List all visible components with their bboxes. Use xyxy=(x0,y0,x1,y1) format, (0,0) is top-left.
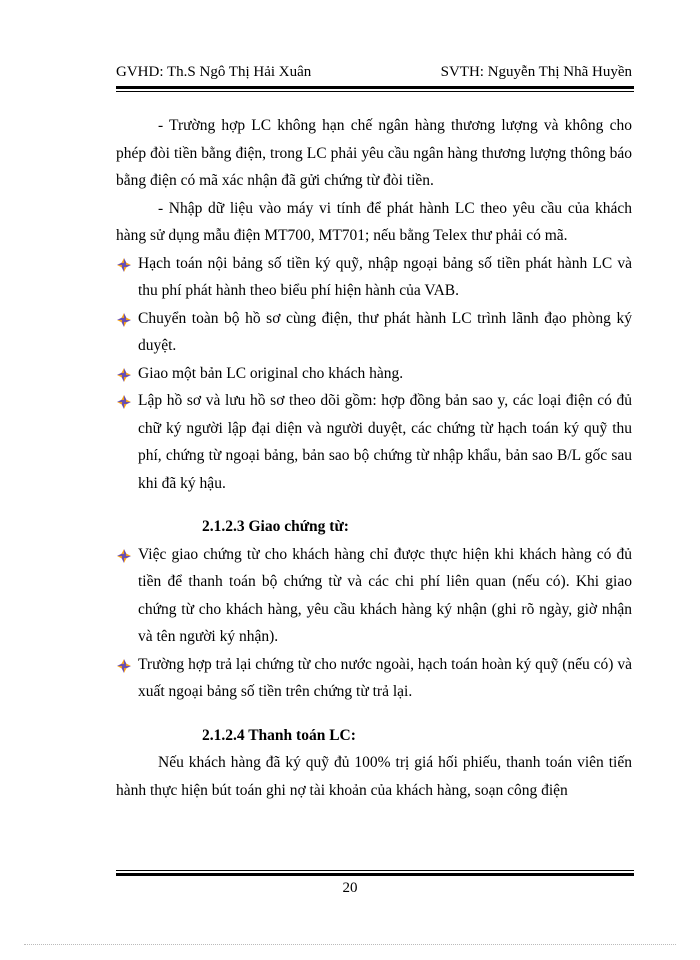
list-item xyxy=(116,541,632,651)
footer-rule-thick xyxy=(116,873,634,876)
document-body xyxy=(116,112,632,804)
list-item xyxy=(116,250,632,305)
list-item xyxy=(116,305,632,360)
list-item xyxy=(116,360,632,388)
section-heading: 2.1.2.4 Thanh toán LC: xyxy=(202,726,356,744)
list-item-text: Chuyển toàn bộ hồ sơ cùng điện, thư phát hành LC trình lãnh đạo phòng ký duyệt. xyxy=(138,309,632,354)
footer-rule-thin xyxy=(116,870,634,871)
header-student: SVTH: Nguyễn Thị Nhã Huyền xyxy=(440,64,632,80)
header-supervisor: GVHD: Th.S Ngô Thị Hải Xuân xyxy=(116,64,312,80)
header-rule-thick xyxy=(116,86,634,89)
list-item-text: Việc giao chứng từ cho khách hàng chỉ được thực hiện khi khách hàng có đủ tiền để thanh toán bộ chứng từ và các chi phí liên quan (nếu có). Khi giao chứng từ cho khách hàng, yêu cầu khách hàng ký nhận (ghi rõ ngày, giờ nhận và tên người ký nhận). xyxy=(138,545,632,645)
compass-bullet-icon xyxy=(116,394,132,410)
list-item-text: Giao một bản LC original cho khách hàng. xyxy=(138,364,404,382)
paragraph: Nếu khách hàng đã ký quỹ đủ 100% trị giá hối phiếu, thanh toán viên tiến hành thực hiện bút toán ghi nợ tài khoản của khách hàng, soạn công điện xyxy=(116,754,632,799)
paragraph: - Trường hợp LC không hạn chế ngân hàng thương lượng và không cho phép đòi tiền bằng điện, trong LC phải yêu cầu ngân hàng thương lượng thông báo bằng điện có mã xác nhận đã gửi chứng từ đòi tiền. xyxy=(116,117,632,189)
compass-bullet-icon xyxy=(116,312,132,328)
header-rule-thin xyxy=(116,91,634,92)
list-item-text: Trường hợp trả lại chứng từ cho nước ngoài, hạch toán hoàn ký quỹ (nếu có) và xuất ngoại bảng số tiền trên chứng từ trả lại. xyxy=(138,655,632,700)
list-item-text: Hạch toán nội bảng số tiền ký quỹ, nhập ngoại bảng số tiền phát hành LC và thu phí phát hành theo biểu phí hiện hành của VAB. xyxy=(138,254,632,299)
page-number: 20 xyxy=(342,880,358,896)
compass-bullet-icon xyxy=(116,658,132,674)
compass-bullet-icon xyxy=(116,257,132,273)
compass-bullet-icon xyxy=(116,367,132,383)
list-item xyxy=(116,387,632,497)
compass-bullet-icon xyxy=(116,548,132,564)
list-item-text: Lập hồ sơ và lưu hồ sơ theo dõi gồm: hợp đồng bản sao y, các loại điện có đủ chữ ký người lập đại diện và người duyệt, các chứng từ hạch toán ký quỹ thu phí, chứng từ ngoại bảng, bản sao bộ chứng từ nhập khẩu, bản sao B/L gốc sau khi đã ký hậu. xyxy=(138,392,632,492)
section-heading: 2.1.2.3 Giao chứng từ: xyxy=(202,518,349,535)
paragraph: - Nhập dữ liệu vào máy vi tính để phát hành LC theo yêu cầu của khách hàng sử dụng mẫu điện MT700, MT701; nếu bằng Telex thư phải có mã. xyxy=(116,199,632,244)
page-boundary-divider xyxy=(24,944,676,945)
list-item xyxy=(116,651,632,706)
